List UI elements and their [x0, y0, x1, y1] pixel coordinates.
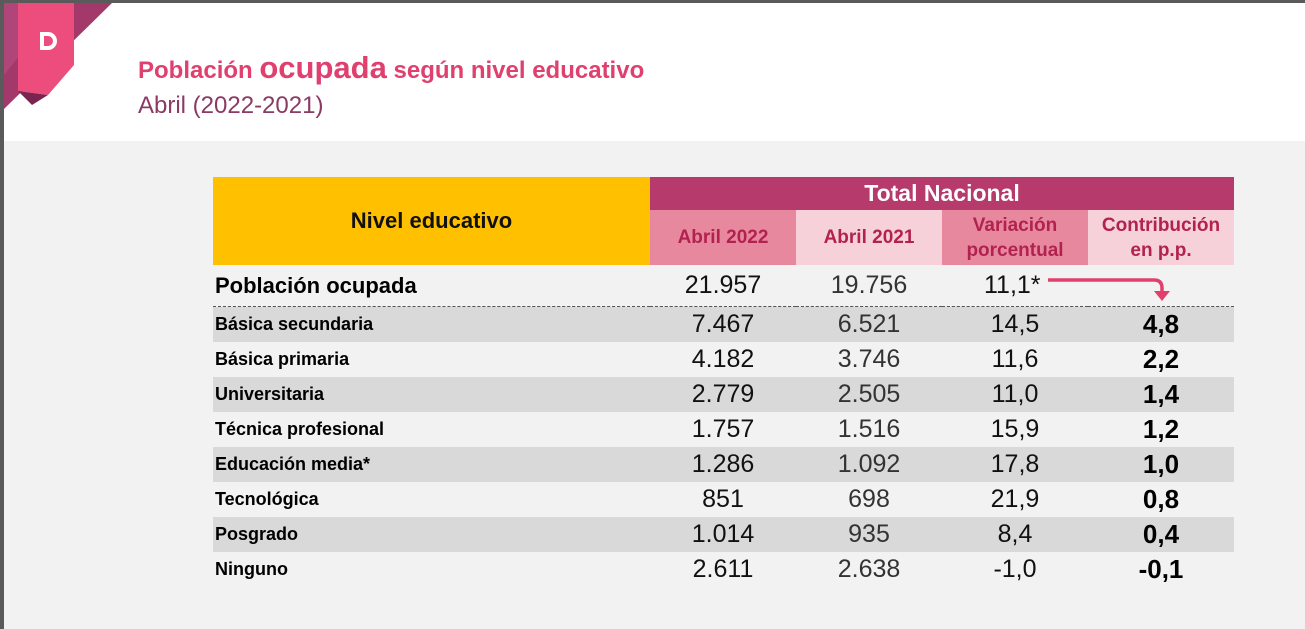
row-abril-2022: 1.286 [650, 447, 796, 482]
row-abril-2022: 2.611 [692, 555, 754, 583]
contribucion-header [1088, 210, 1234, 265]
variacion-header-line1: Variación [972, 214, 1058, 236]
row-contribucion: 0,8 [1142, 484, 1180, 514]
total-variacion: 11,1* [942, 265, 1088, 307]
contribucion-header-line1: Contribución [1101, 214, 1221, 236]
table-row [213, 552, 1234, 587]
page-subtitle: Abril (2022-2021) [138, 92, 324, 119]
dane-logo-icon [4, 3, 119, 113]
row-variacion: 21,9 [990, 485, 1040, 513]
table-row [213, 307, 1234, 343]
total-abril-2022: 21.957 [650, 265, 796, 307]
row-abril-2021: 2.505 [796, 377, 942, 412]
row-contribucion: -0,1 [1138, 554, 1184, 584]
row-contribucion: 1,2 [1142, 414, 1180, 444]
row-label: Tecnológica [215, 489, 319, 509]
row-variacion: 11,6 [991, 345, 1039, 373]
curved-arrow-icon [1046, 276, 1176, 304]
row-contribucion: 4,8 [1088, 307, 1234, 343]
table-row [213, 412, 1234, 447]
row-abril-2022: 4.182 [691, 345, 755, 373]
table-row [213, 482, 1234, 517]
total-nacional-header: Total Nacional [650, 177, 1234, 210]
table-row [213, 342, 1234, 377]
row-abril-2022: 2.779 [650, 377, 796, 412]
row-abril-2021: 6.521 [796, 307, 942, 343]
row-abril-2022: 1.014 [650, 517, 796, 552]
row-label: Posgrado [213, 517, 650, 552]
data-table [213, 177, 1234, 587]
row-contribucion: 1,0 [1088, 447, 1234, 482]
row-abril-2021: 3.746 [837, 345, 901, 373]
row-variacion: 17,8 [942, 447, 1088, 482]
page-title: Población ocupada según nivel educativo [138, 50, 645, 85]
variacion-header-line2: porcentual [966, 239, 1064, 261]
row-label: Universitaria [213, 377, 650, 412]
row-variacion: 11,0 [942, 377, 1088, 412]
nivel-educativo-header: Nivel educativo [213, 177, 650, 265]
row-label: Ninguno [215, 559, 288, 579]
table-row [213, 517, 1234, 552]
row-abril-2021: 1.516 [837, 415, 901, 443]
variacion-header [942, 210, 1088, 265]
row-variacion: 14,5 [942, 307, 1088, 343]
abril-2021-header: Abril 2021 [796, 210, 942, 265]
table-row [213, 447, 1234, 482]
row-abril-2021: 698 [848, 485, 890, 513]
row-variacion: 15,9 [990, 415, 1040, 443]
total-label: Población ocupada [213, 265, 650, 307]
row-abril-2021: 935 [796, 517, 942, 552]
row-label: Técnica profesional [215, 419, 385, 439]
row-abril-2021: 2.638 [837, 555, 901, 583]
row-label: Básica secundaria [213, 307, 650, 343]
row-abril-2022: 7.467 [650, 307, 796, 343]
table-row [213, 377, 1234, 412]
row-contribucion: 0,4 [1088, 517, 1234, 552]
total-abril-2021: 19.756 [796, 265, 942, 307]
row-contribucion: 2,2 [1142, 344, 1180, 374]
abril-2022-header: Abril 2022 [650, 210, 796, 265]
row-variacion: -1,0 [993, 555, 1037, 583]
row-abril-2022: 1.757 [691, 415, 755, 443]
row-variacion: 8,4 [942, 517, 1088, 552]
row-abril-2021: 1.092 [796, 447, 942, 482]
row-label: Básica primaria [215, 349, 350, 369]
row-contribucion: 1,4 [1088, 377, 1234, 412]
row-label: Educación media* [213, 447, 650, 482]
row-abril-2022: 851 [702, 485, 744, 513]
contribucion-header-line2: en p.p. [1130, 239, 1192, 261]
